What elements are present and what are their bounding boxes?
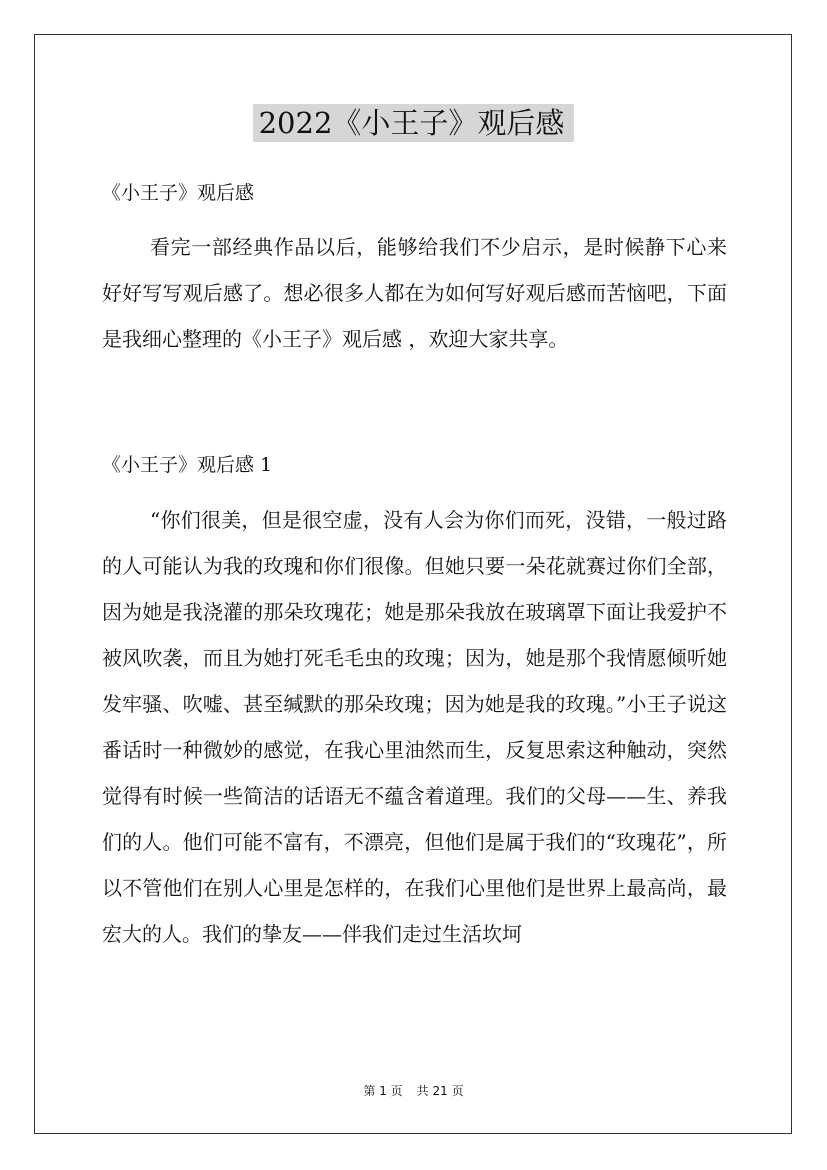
document-title	[0, 98, 827, 148]
page-total: 共 21 页	[416, 1084, 464, 1098]
section-body-paragraph: “你们很美，但是很空虚，没有人会为你们而死，没错，一般过路的人可能认为我的玫瑰和你们很像。但她只要一朵花就赛过你们全部，因为她是我浇灌的那朵玫瑰花；她是那朵我放在玻璃罩下面让我爱护不被风吹袭，而且为她打死毛毛虫的玫瑰；因为，她是那个我情愿倾听她发牢骚、吹嘘、甚至缄默的那朵玫瑰；因为她是我的玫瑰。”小王子说这番话时一种微妙的感觉，在我心里油然而生，反复思索这种触动，突然觉得有时候一些简洁的话语无不蕴含着道理。我们的父母——生、养我们的人。他们可能不富有，不漂亮，但他们是属于我们的“玫瑰花”，所以不管他们在别人心里是怎样的，在我们心里他们是世界上最高尚，最宏大的人。我们的挚友——伴我们走过生活坎坷	[102, 508, 727, 946]
page-footer	[0, 1082, 827, 1100]
document-subtitle: 《小王子》观后感	[102, 182, 255, 204]
section-heading: 《小王子》观后感 1	[102, 454, 273, 476]
document-title-text: 2022《小王子》观后感	[253, 104, 575, 142]
page-number: 第 1 页	[363, 1084, 403, 1098]
intro-paragraph: 看完一部经典作品以后，能够给我们不少启示，是时候静下心来好好写写观后感了。想必很多人都在为如何写好观后感而苦恼吧，下面是我细心整理的《小王子》观后感 ，欢迎大家共享。	[102, 235, 727, 351]
